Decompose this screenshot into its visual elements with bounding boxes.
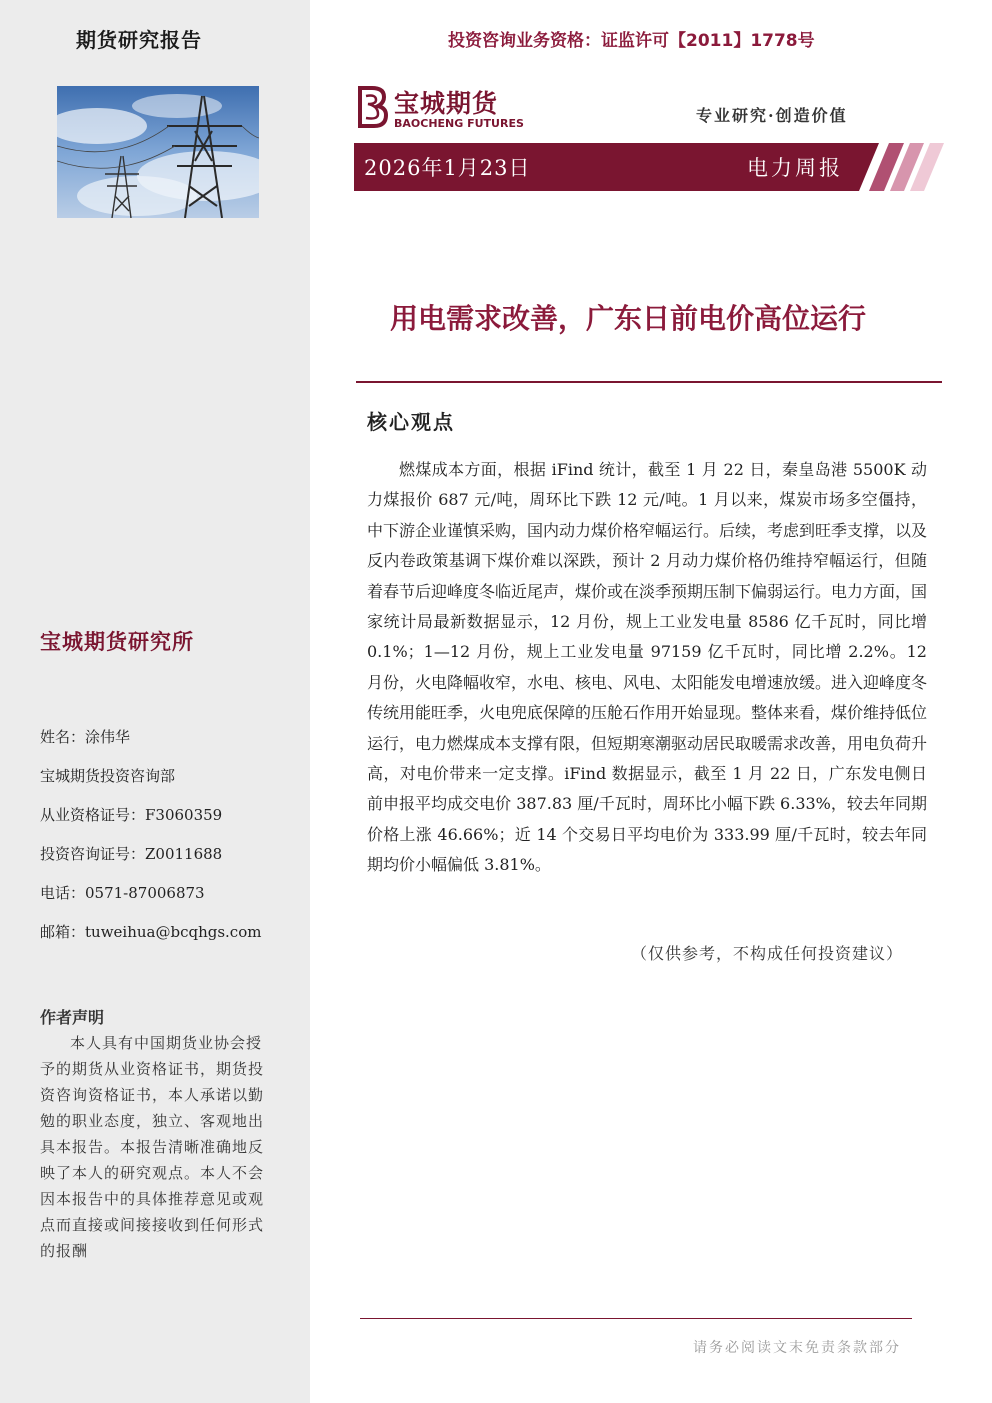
report-headline: 用电需求改善，广东日前电价高位运行 [390, 302, 867, 335]
footer-note: 请务必阅读文末免责条款部分 [693, 1340, 901, 1356]
phone-number: 电话：0571-87006873 [40, 884, 205, 902]
report-type-label: 期货研究报告 [76, 28, 202, 52]
disclaimer-note: （仅供参考，不构成任何投资建议） [631, 944, 904, 963]
logo-english-text: BAOCHENG FUTURES [394, 117, 524, 130]
report-category: 电力周报 [747, 156, 843, 180]
company-logo [354, 84, 524, 132]
logo-chinese-text: 宝城期货 [394, 89, 499, 118]
email-address[interactable]: 邮箱：tuweihua@bcqhgs.com [40, 923, 262, 941]
consulting-number: 投资咨询证号：Z0011688 [40, 845, 223, 863]
analyst-department: 宝城期货投资咨询部 [40, 767, 176, 785]
core-view-body: 燃煤成本方面，根据 iFind 统计，截至 1 月 22 日，秦皇岛港 5500K 动力煤报价 687 元/吨，周环比下跌 12 元/吨。1 月以来，煤炭市场多空僵持，中下游企业谨慎采购，国内动力煤价格窄幅运行。后续，考虑到旺季支撑，以及反内卷政策基调下煤价难以深跌，预计 2 月动力煤价格仍维持窄幅运行，但随着春节后迎峰度冬临近尾声，煤价或在淡季预期压制下偏弱运行。电力方面，国家统计局最新数据显示，12 月份，规上工业发电量 8586 亿千瓦时，同比增 0.1%；1—12 月份，规上工业发电量 97159 亿千瓦时，同比增 2.2%。12 月份，火电降幅收窄，水电、核电、风电、太阳能发电增速放缓。进入迎峰度冬传统用能旺季，火电兜底保障的压舱石作用开始显现。整体来看，煤价维持低位运行，电力燃煤成本支撑有限，但短期寒潮驱动居民取暖需求改善，用电负荷升高，对电价带来一定支撑。iFind 数据显示，截至 1 月 22 日，广东发电侧日前申报平均成交电价 387.83 厘/千瓦时，周环比小幅下跌 6.33%，较去年同期价格上涨 46.66%；近 14 个交易日平均电价为 333.99 厘/千瓦时，较去年同期均价小幅偏低 3.81%。 [367, 460, 928, 875]
declaration-body: 本人具有中国期货业协会授予的期货从业资格证书，期货投资咨询资格证书，本人承诺以勤勉的职业态度，独立、客观地出具本报告。本报告清晰准确地反映了本人的研究观点。本人不会因本报告中的具体推荐意见或观点而直接或间接接收到任何形式的报酬 [40, 1034, 265, 1260]
footer-divider [360, 1318, 912, 1319]
logo-emblem-icon [354, 84, 390, 130]
company-slogan: 专业研究·创造价值 [696, 106, 848, 125]
headline-divider [356, 381, 942, 383]
report-date: 2026年1月23日 [364, 156, 531, 180]
institute-name: 宝城期货研究所 [40, 629, 194, 654]
license-text: 投资咨询业务资格：证监许可【2011】1778号 [448, 31, 815, 51]
power-tower-photo [57, 86, 259, 218]
qualification-number: 从业资格证号：F3060359 [40, 806, 223, 824]
analyst-name: 姓名：涂伟华 [40, 728, 131, 746]
declaration-title: 作者声明 [40, 1008, 105, 1027]
sidebar [0, 0, 310, 1403]
section-title: 核心观点 [367, 410, 455, 434]
